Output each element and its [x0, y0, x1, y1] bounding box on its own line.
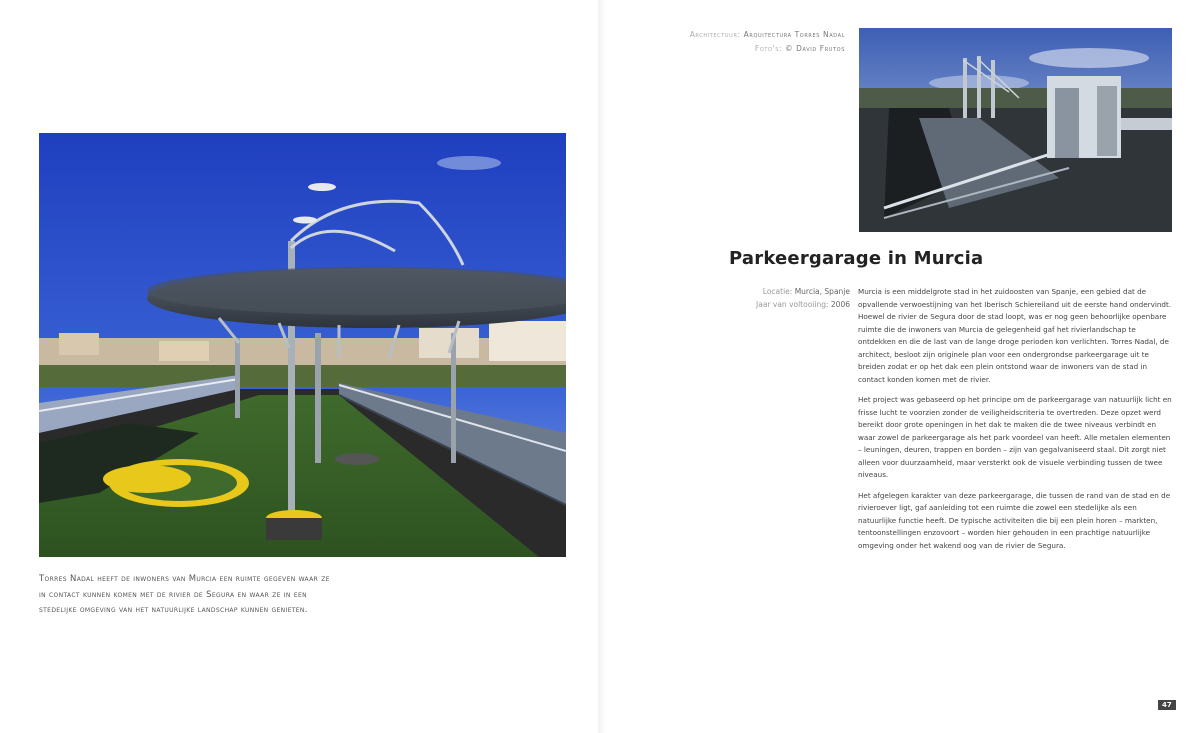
architect-label: Architectuur: [689, 30, 741, 39]
year-label: Jaar van voltooiing: [756, 299, 829, 309]
body-paragraph: Het afgelegen karakter van deze parkeergarage, die tussen de rand van de stad en de rivieroever ligt, gaf aanleiding tot een ruimte die zowel een stedelijke als een natuurlijke functie heeft. De typische activiteiten die bij een plein horen – markten, tentoonstellingen enzovoort – worden hier gehouden in een prachtige natuurlijke omgeving onder het wakend oog van de rivier de Segura. [858, 490, 1171, 550]
credits [645, 28, 845, 56]
page-gutter [598, 0, 606, 733]
body-paragraph: Het project was gebaseerd op het principe om de parkeergarage van natuurlijk licht en frisse lucht te voorzien zonder de veiligheidscriteria te overtreden. Deze opzet werd bereikt door grote openingen in het dak te maken die de twee niveaus verbindt en waar zowel de parkeergarage als het park voordeel van heeft. Alle metalen elementen – leuningen, deuren, trappen en borden – zijn van gegalvaniseerd staal. Dit zorgt niet alleen voor duurzaamheid, maar versterkt ook de visuele verbinding tussen de twee niveaus. [858, 395, 1172, 479]
photo-caption: Torres Nadal heeft de inwoners van Murcia een ruimte gegeven waar ze in contact kunnen komen met de rivier de Segura en waar ze in een stedelijke omgeving van het natuurlijke landschap kunnen genieten. [39, 574, 330, 615]
location-line [700, 286, 850, 299]
page-number: 47 [1158, 700, 1176, 710]
location-value: Murcia, Spanje [794, 287, 850, 296]
year-line [700, 299, 850, 312]
project-meta [700, 286, 850, 311]
body-paragraph: Murcia is een middelgrote stad in het zuidoosten van Spanje, een gebied dat de opvallende verwoestijning van het Iberisch Schiereiland uit de eerste hand ondervindt. Hoewel de rivier de Segura door de stad loopt, was er nog geen behoorlijke openbare ruimte die de inwoners van Murcia de gelegenheid gaf het rivierlandschap te ontdekken en die de last van de lange droge perioden kon verlichten. Torres Nadal, de architect, besloot zijn originele plan voor een ondergrondse parkeergarage uit te breiden zodat er op het dak een plein ontstond waar de inwoners van de stad in contact konden komen met de rivier. [858, 287, 1172, 384]
photo-credit-label: Foto's: [754, 44, 783, 53]
photo-credit-value: © David Frutos [785, 44, 845, 53]
architect-value: Arquitectura Torres Nadal [743, 30, 845, 39]
article-body [858, 286, 1172, 560]
location-label: Locatie: [762, 287, 793, 296]
year-value: 2006 [830, 299, 850, 309]
main-photo-canopy-plaza [39, 133, 566, 557]
architect-credit [645, 28, 845, 42]
side-photo-garage-entrance [859, 28, 1172, 232]
article-title: Parkeergarage in Murcia [729, 248, 984, 269]
photo-credit [645, 42, 845, 56]
